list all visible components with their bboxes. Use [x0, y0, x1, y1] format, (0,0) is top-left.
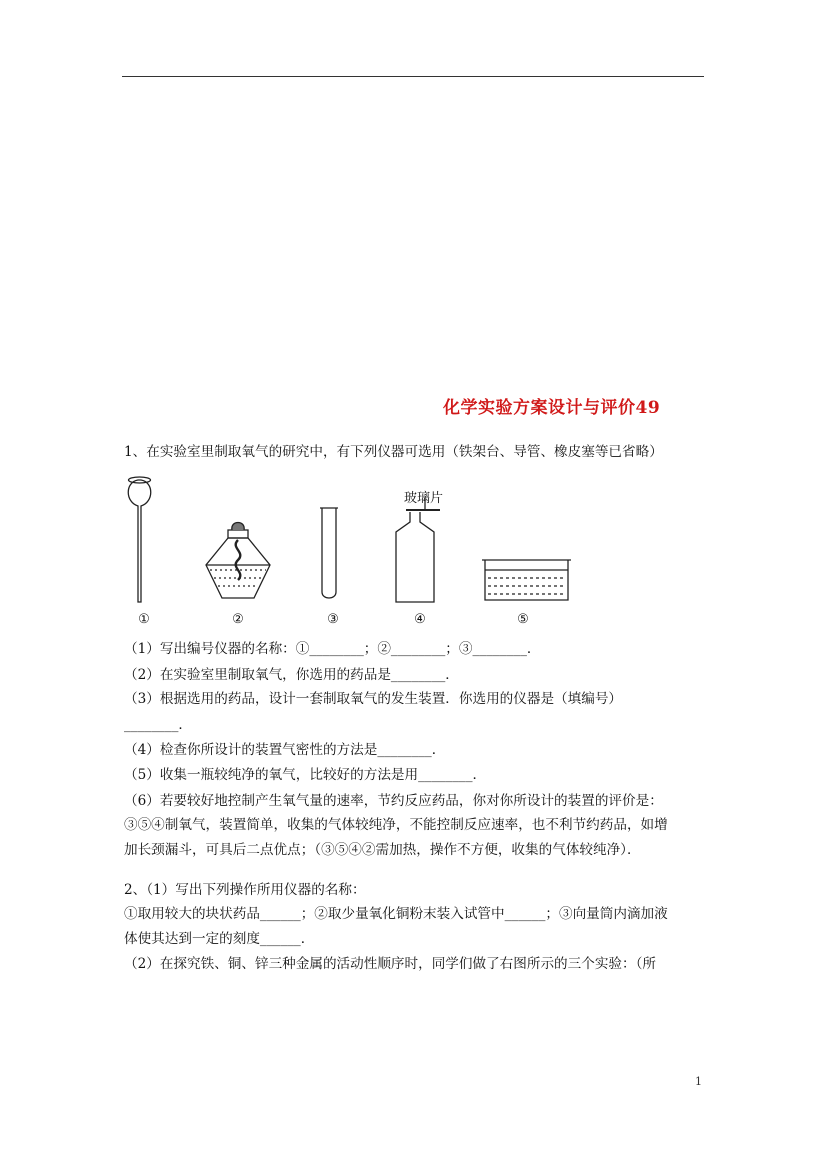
page-title: 化学实验方案设计与评价49 [443, 398, 661, 418]
header-rule [122, 76, 704, 77]
q1-line: （5）收集一瓶较纯净的氧气，比较好的方法是用________． [124, 767, 487, 783]
q1-line: 加长颈漏斗，可具后二点优点；（③⑤④②需加热，操作不方便，收集的气体较纯净）． [124, 842, 641, 858]
gas-bottle-illustration [396, 498, 440, 602]
q2-line: （2）在探究铁、铜、锌三种金属的活动性顺序时，同学们做了右图所示的三个实验：（所 [124, 956, 657, 972]
q2-line: 体使其达到一定的刻度______． [124, 931, 315, 947]
q1-line: （4）检查你所设计的装置气密性的方法是________． [124, 742, 446, 758]
test-tube-illustration [320, 508, 338, 598]
q1-line: （6）若要较好地控制产生氧气量的速率，节约反应药品，你对你所设计的装置的评价是： [124, 793, 663, 809]
instrument-number-3: ③ [327, 612, 339, 627]
long-neck-funnel-illustration [128, 477, 151, 602]
q1-line: （1）写出编号仪器的名称：①________；②________；③________． [124, 641, 541, 657]
alcohol-lamp-illustration [206, 523, 270, 599]
q1-line: （2）在实验室里制取氧气，你选用的药品是________． [124, 667, 459, 683]
instrument-number-1: ① [138, 612, 150, 627]
q1-line: ③⑤④制氧气，装置简单，收集的气体较纯净，不能控制反应速率，也不利节约药品，如增 [124, 817, 668, 833]
instrument-number-4: ④ [414, 612, 426, 627]
q1-line: （3）根据选用的药品，设计一套制取氧气的发生装置．你选用的仪器是（填编号） [124, 691, 623, 707]
q1-intro: 1、在实验室里制取氧气的研究中，有下列仪器可选用（铁架台、导管、橡皮塞等已省略） [124, 444, 663, 460]
instrument-number-5: ⑤ [517, 612, 529, 627]
apparatus-figure [110, 470, 580, 630]
q1-line: ________． [124, 717, 192, 733]
water-trough-illustration [482, 560, 571, 600]
q2-line: ①取用较大的块状药品______；②取少量氧化铜粉末装入试管中______；③向量筒内滴加液 [124, 906, 668, 922]
page-number: 1 [695, 1075, 702, 1088]
glass-plate-label: 玻璃片 [404, 491, 444, 506]
q2-line: 2、（1）写出下列操作所用仪器的名称： [124, 882, 366, 898]
instrument-number-2: ② [232, 612, 244, 627]
